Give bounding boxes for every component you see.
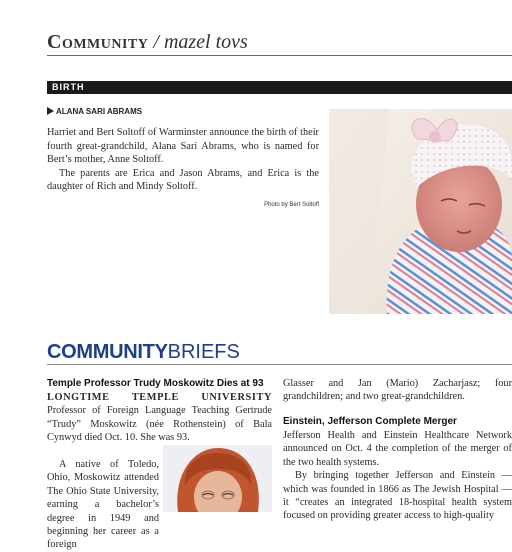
birth-label-bar [47,81,512,94]
article-body [47,391,272,445]
announcement-paragraph: Harriet and Bert Soltoff of Warminster announce the birth of their fourth great-grandchild, Alana Sari Abrams, who is named for Bert’s mother, Anne Soltoff. [47,127,319,166]
announcement-body [47,126,319,194]
briefs-title [47,340,240,364]
subsection-name: mazel tovs [163,31,248,53]
article-lead-paragraph [47,391,272,445]
triangle-bullet-icon [47,107,54,115]
announcement-paragraph: The parents are Erica and Jason Abrams, and Erica is the daughter of Rich and Mindy Soltoff. [47,167,319,193]
announcement-name [47,107,142,116]
article-body [283,429,512,523]
obituary-photo [163,445,272,512]
article-headline: Temple Professor Trudy Moskowitz Dies at 93 [47,378,264,389]
briefs-rule [47,364,512,365]
article-lead-caps: LONGTIME TEMPLE UNIVERSITY [47,392,272,403]
article-paragraph: A native of Toledo, Ohio, Moskowitz attended The Ohio State University, earning a bachelor’s degree in 1949 and beginning her career as a foreign [47,459,159,551]
obituary-photo-image [163,445,272,512]
briefs-title-light: BRIEFS [167,341,240,363]
header-rule [47,55,512,56]
birth-label: BIRTH [52,82,85,92]
baby-photo-image [329,109,512,314]
announcement-name-text: ALANA SARI ABRAMS [56,107,143,116]
baby-photo [329,109,512,314]
article-paragraph: Jefferson Health and Einstein Healthcare Network announced on Oct. 4 the completion of the merger of the two health systems. [283,430,512,468]
photo-credit: Photo by Bert Soltoff [264,202,319,208]
section-header [47,31,248,54]
section-separator: / [148,31,164,53]
article-continued [283,377,512,404]
section-name: Community [47,31,149,53]
article-lead-text: Professor of Foreign Language Teaching Gertrude “Trudy” Moskowitz (née Rothenstein) of Bala Cynwyd died Oct. 10. She was 93. [47,405,272,444]
article-headline: Einstein, Jefferson Complete Merger [283,416,457,427]
article-continued-text: Glasser and Jan (Mario) Zacharjasz; four grandchildren; and two great-grandchildren. [283,378,512,403]
briefs-title-bold: COMMUNITY [47,341,168,363]
article-body-wrap [47,458,159,552]
article-paragraph: By bringing together Jefferson and Einstein — which was founded in 1866 as The Jewish Hospital — it “creates an integrated 18-hospital health system focused on providing greater access to high-quality [283,470,512,522]
